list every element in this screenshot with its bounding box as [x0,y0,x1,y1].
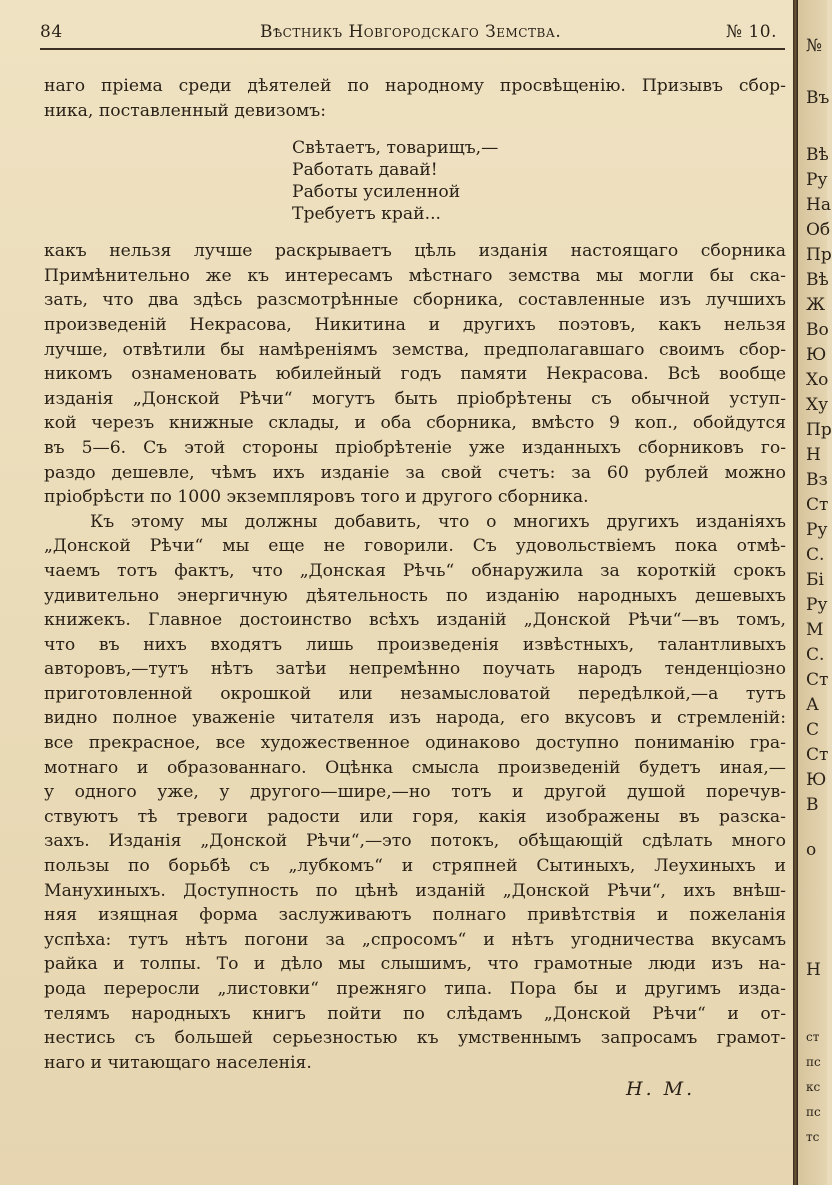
adjacent-page-fragment: С. [806,545,825,565]
adjacent-page-fragment: Ру [806,520,828,540]
text-line: Манухиныхъ. Доступность по цѣнѣ изданій „Донской Рѣчи“, ихъ внѣш- [44,880,786,901]
adjacent-page-fragment: Об [806,220,831,240]
text-line: наго и читающаго населенія. [44,1052,312,1073]
text-line: у одного уже, у другого—шире,—но тотъ и другой душой поречув- [44,782,786,803]
text-line: видно полное уваженіе читателя изъ народа, его вкусовъ и стремленій: [44,708,786,729]
issue-number: № 10. [725,22,777,42]
adjacent-page-fragment: Въ [806,88,830,108]
text-line: Примѣнительно же къ интересамъ мѣстнаго земства мы могли бы ска- [44,265,786,286]
running-title: Вѣстникъ Новгородскаго Земства. [260,22,562,42]
adjacent-page-fragment: Ст [806,745,829,765]
adjacent-page-fragment: Ху [806,395,829,415]
text-line: раздо дешевле, чѣмъ ихъ изданіе за свой счетъ: за 60 рублей можно [44,462,786,483]
adjacent-page-fragment: Пр [806,420,832,440]
text-line: нестись съ большей серьезностью къ умственнымъ запросамъ грамот- [44,1028,786,1049]
header-rule [40,48,785,50]
text-line: „Донской Рѣчи“ мы еще не говорили. Съ удовольствіемъ пока отмѣ- [44,536,786,557]
adjacent-page-fragment: С [806,720,820,740]
adjacent-page-fragment: ст [806,1030,820,1044]
text-line: ника, поставленный девизомъ: [44,100,326,121]
verse-line: Свѣтаетъ, товарищъ,— [292,138,499,159]
text-line: приготовленной окрошкой или незамысловатой передѣлкой,—а тутъ [44,683,786,704]
text-line: мотнаго и образованнаго. Оцѣнка смысла произведеній будетъ иная,— [44,757,786,778]
adjacent-page-fragment: пс [806,1055,821,1069]
adjacent-page-fragment: кс [806,1080,821,1094]
text-line: захъ. Изданія „Донской Рѣчи“,—это потокъ, обѣщающій сдѣлать много [44,831,786,852]
text-line: все прекрасное, все художественное одинаково доступно пониманію гра- [44,733,786,754]
text-line: какъ нельзя лучше раскрываетъ цѣль изданія настоящаго сборника [44,241,786,262]
text-line: изданія „Донской Рѣчи“ могутъ быть пріобрѣтены съ обычной уступ- [44,388,786,409]
text-line: пріобрѣсти по 1000 экземпляровъ того и другого сборника. [44,487,589,508]
adjacent-page-fragment: Бі [806,570,824,590]
adjacent-page-fragment: Н [806,960,821,980]
text-line: наго пріема среди дѣятелей по народному просвѣщенію. Призывъ сбор- [44,76,786,96]
verse-line: Требуетъ край... [292,204,442,225]
adjacent-page-fragment: Ст [806,670,829,690]
adjacent-page-fragment: На [806,195,831,215]
text-line: что въ нихъ входятъ лишь произведенія извѣстныхъ, талантливыхъ [44,634,786,655]
adjacent-page-fragment: Вѣ [806,145,829,165]
text-line: удивительно энергичную дѣятельность по изданію народныхъ дешевыхъ [44,585,786,606]
paragraph-two [44,510,786,1076]
text-line: рода переросли „листовки“ прежняго типа. Пора бы и другимъ изда- [44,979,786,999]
adjacent-page-fragment: пс [806,1105,821,1119]
adjacent-page-fragment: Ст [806,495,829,515]
adjacent-page-fragment: о [806,840,817,860]
text-line: произведеній Некрасова, Никитина и другихъ поэтовъ, какъ нельзя [44,314,786,335]
adjacent-page-fragment: А [806,695,819,715]
adjacent-page-fragment: Хо [806,370,829,390]
adjacent-page-fragment: Пр [806,245,832,265]
text-line: никомъ ознаменовать юбилейный годъ памяти Некрасова. Всѣ вообще [44,364,786,385]
adjacent-page-fragment: № [806,36,823,56]
adjacent-page-fragment: Ю [806,345,827,365]
adjacent-page-edge [798,0,832,1185]
text-line: въ 5—6. Съ этой стороны пріобрѣтеніе уже изданныхъ сборниковъ го- [44,437,786,458]
adjacent-page-fragment: Ру [806,170,828,190]
adjacent-page-fragment: М [806,620,824,640]
text-line: ствуютъ тѣ тревоги радости или горя, какія изображены въ разска- [44,806,786,827]
verse-line: Работать давай! [292,160,438,181]
adjacent-page-fragment: Н [806,445,821,465]
text-line: чаемъ тотъ фактъ, что „Донская Рѣчь“ обнаружила за короткій срокъ [44,560,786,581]
text-line: лучше, отвѣтили бы намѣреніямъ земства, предполагавшаго своимъ сбор- [44,339,786,360]
paragraph-one [44,239,786,510]
article-body [44,74,786,1075]
adjacent-page-fragment: Ю [806,770,827,790]
adjacent-page-fragment: Ру [806,595,828,615]
text-line: няя изящная форма заслуживаютъ полнаго привѣтствія и пожеланія [44,905,786,926]
text-line: успѣха: тутъ нѣтъ погони за „спросомъ“ и нѣтъ угодничества вкусамъ [44,929,786,950]
text-line: авторовъ,—тутъ нѣтъ затѣи непремѣнно поучать народъ тенденціозно [44,659,786,680]
text-line: райка и толпы. То и дѣло мы слышимъ, что грамотные люди изъ на- [44,954,786,975]
adjacent-page-fragment: Ж [806,295,826,315]
text-line: пользы по борьбѣ съ „лубкомъ“ и стряпней Сытиныхъ, Леухиныхъ и [44,856,786,877]
text-line: кой черезъ книжные склады, и оба сборника, вмѣсто 9 коп., обойдутся [44,413,786,434]
adjacent-page-fragment: Вѣ [806,270,829,290]
text-line: Къ этому мы должны добавить, что о многихъ другихъ изданіяхъ [90,511,786,532]
text-line: зать, что два здѣсь разсмотрѣнные сборника, составленные изъ лучшихъ [44,290,786,311]
text-line: телямъ народныхъ книгъ пойти по слѣдамъ „Донской Рѣчи“ и от- [44,1003,786,1024]
adjacent-page-fragment: Вз [806,470,828,490]
text-line: книжекъ. Главное достоинство всѣхъ изданій „Донской Рѣчи“—въ томъ, [44,610,786,631]
adjacent-page-fragment: тс [806,1130,820,1144]
author-signature: Н. М. [626,1078,696,1100]
adjacent-page-fragment: В [806,795,819,815]
verse-epigraph [292,137,786,225]
verse-line: Работы усиленной [292,182,461,203]
adjacent-page-fragment: С. [806,645,825,665]
page-header [40,20,785,48]
adjacent-page-fragment: Во [806,320,829,340]
page-number: 84 [40,22,63,42]
intro-paragraph [44,74,786,123]
